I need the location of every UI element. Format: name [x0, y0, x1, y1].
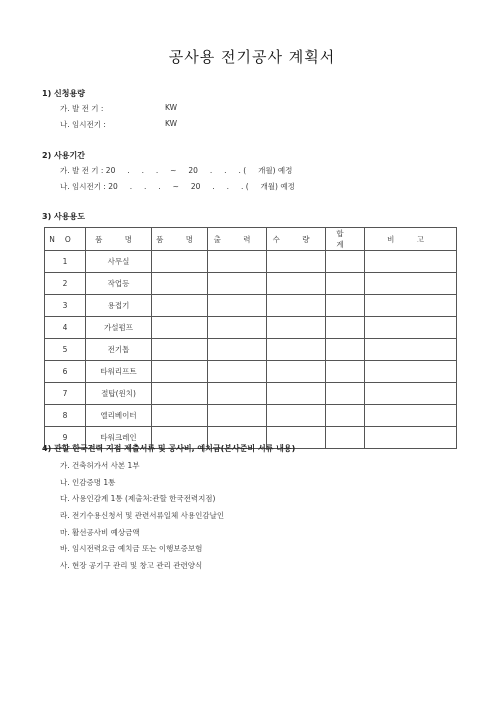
cell[interactable] [208, 295, 267, 317]
row-item: 용접기 [86, 295, 152, 317]
row-no: 1 [45, 251, 86, 273]
section-1-heading: 1) 신청용량 [42, 89, 85, 98]
header-quantity: 수 량 [267, 228, 326, 251]
cell[interactable] [326, 317, 365, 339]
usage-table [44, 227, 457, 449]
section-2-heading: 2) 사용기간 [42, 151, 85, 160]
cell[interactable] [326, 295, 365, 317]
row-no: 3 [45, 295, 86, 317]
list-item: 다. 사용인감계 1통 (제출처:관할 한국전력지점) [60, 494, 216, 503]
row-no: 8 [45, 405, 86, 427]
capacity-generator-label: 가. 발 전 기 : [60, 104, 104, 113]
cell[interactable] [365, 273, 457, 295]
list-item: 가. 건축허가서 사본 1부 [60, 461, 140, 470]
cell[interactable] [326, 427, 365, 449]
list-item: 사. 현장 공기구 관리 및 창고 관리 관련양식 [60, 561, 203, 570]
list-item: 나. 인감증명 1통 [60, 478, 116, 487]
capacity-generator-unit: KW [165, 103, 178, 112]
cell[interactable] [152, 405, 208, 427]
cell[interactable] [267, 273, 326, 295]
row-item: 사무실 [86, 251, 152, 273]
cell[interactable] [152, 383, 208, 405]
table-row [45, 317, 457, 339]
cell[interactable] [326, 405, 365, 427]
cell[interactable] [152, 317, 208, 339]
row-item: 절탑(윈치) [86, 383, 152, 405]
cell[interactable] [326, 339, 365, 361]
cell[interactable] [267, 361, 326, 383]
section-4-heading: 4) 관할 한국전력 지점 제출서류 및 공사비, 예치금(본사준비 서류 내용) [42, 444, 296, 453]
capacity-temporary-label: 나. 임시전기 : [60, 120, 106, 129]
cell[interactable] [152, 361, 208, 383]
row-no: 2 [45, 273, 86, 295]
cell[interactable] [365, 383, 457, 405]
cell[interactable] [208, 251, 267, 273]
table-row [45, 361, 457, 383]
row-item: 타워리프트 [86, 361, 152, 383]
cell[interactable] [365, 361, 457, 383]
cell[interactable] [208, 339, 267, 361]
header-total: 합 계 [326, 228, 365, 251]
cell[interactable] [152, 273, 208, 295]
cell[interactable] [267, 317, 326, 339]
cell[interactable] [208, 405, 267, 427]
cell[interactable] [267, 405, 326, 427]
cell[interactable] [326, 273, 365, 295]
table-header-row [45, 228, 457, 251]
table-row [45, 383, 457, 405]
cell[interactable] [365, 339, 457, 361]
row-no: 4 [45, 317, 86, 339]
cell[interactable] [267, 383, 326, 405]
row-item: 가설펌프 [86, 317, 152, 339]
table-row [45, 405, 457, 427]
row-item: 엘리베이터 [86, 405, 152, 427]
cell[interactable] [365, 295, 457, 317]
capacity-temporary-unit: KW [165, 119, 178, 128]
cell[interactable] [365, 427, 457, 449]
header-item-name: 품 명 [86, 228, 152, 251]
cell[interactable] [152, 295, 208, 317]
row-no: 9 [45, 427, 86, 449]
row-no: 6 [45, 361, 86, 383]
cell[interactable] [326, 383, 365, 405]
cell[interactable] [208, 383, 267, 405]
row-item: 작업등 [86, 273, 152, 295]
cell[interactable] [326, 361, 365, 383]
cell[interactable] [267, 251, 326, 273]
header-output: 출 력 [208, 228, 267, 251]
table-row [45, 295, 457, 317]
row-no: 7 [45, 383, 86, 405]
row-no: 5 [45, 339, 86, 361]
table-row [45, 251, 457, 273]
header-item-name-2: 품 명 [152, 228, 208, 251]
row-item: 전기톱 [86, 339, 152, 361]
cell[interactable] [208, 273, 267, 295]
section-3-heading: 3) 사용용도 [42, 212, 85, 221]
cell[interactable] [365, 405, 457, 427]
header-note: 비 고 [365, 228, 457, 251]
cell[interactable] [365, 317, 457, 339]
cell[interactable] [267, 339, 326, 361]
period-generator-line: 가. 발 전 기 : 20 . . . ~ 20 . . . ( 개월) 예정 [60, 166, 293, 175]
cell[interactable] [208, 317, 267, 339]
header-no: NO [45, 228, 86, 251]
table-row [45, 273, 457, 295]
period-temporary-line: 나. 임시전기 : 20 . . . ~ 20 . . . ( 개월) 예정 [60, 182, 295, 191]
row-item: 타워크레인 [86, 427, 152, 449]
cell[interactable] [326, 251, 365, 273]
list-item: 바. 임시전력요금 예치금 또는 이행보증보험 [60, 544, 203, 553]
cell[interactable] [152, 251, 208, 273]
list-item: 마. 활선공사비 예상금액 [60, 528, 140, 537]
table-row [45, 339, 457, 361]
list-item: 라. 전기수용신청서 및 관련서류일체 사용인감날인 [60, 511, 225, 520]
document-title: 공사용 전기공사 계획서 [168, 48, 336, 66]
cell[interactable] [152, 339, 208, 361]
cell[interactable] [208, 361, 267, 383]
cell[interactable] [267, 295, 326, 317]
cell[interactable] [365, 251, 457, 273]
